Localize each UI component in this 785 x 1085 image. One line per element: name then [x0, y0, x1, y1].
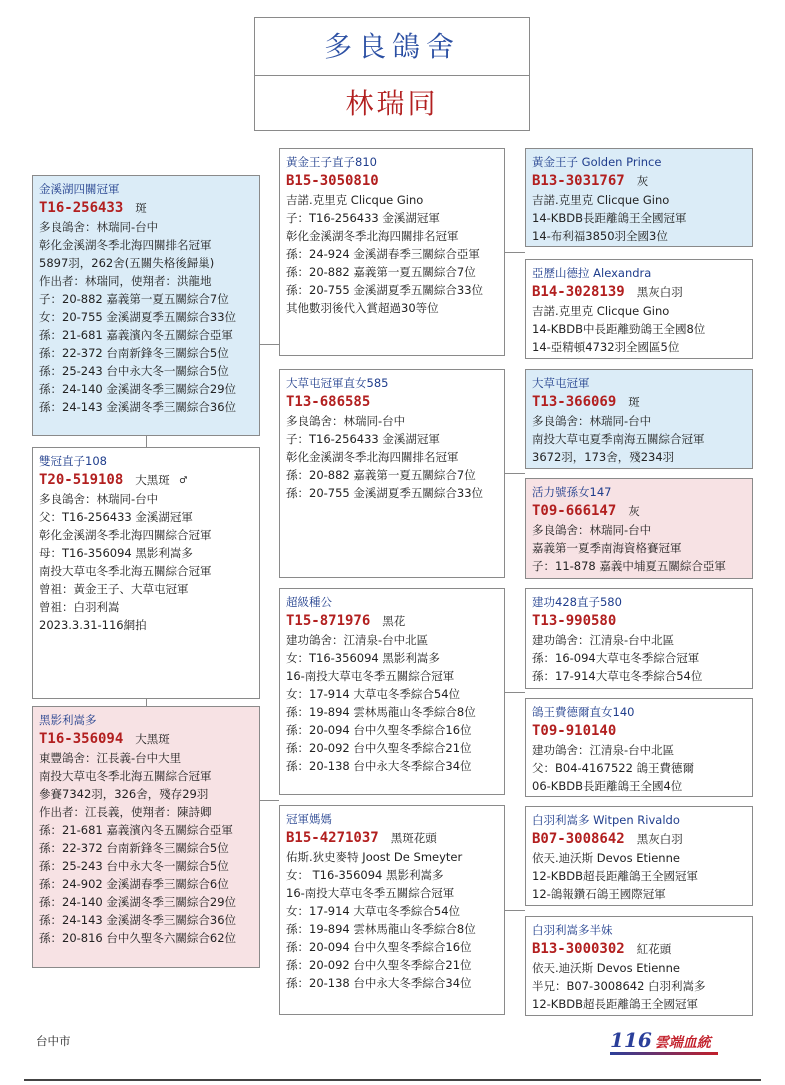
pigeon-name: 白羽利嵩多 Witpen Rivaldo [532, 813, 680, 827]
detail-line: 3672羽，173舍，殘234羽 [532, 450, 675, 464]
pigeon-name: 活力號孫女147 [532, 485, 612, 499]
detail-line: 5897羽，262舍(五關失格後歸巢) [39, 256, 215, 270]
pigeon-name: 大草屯冠軍直女585 [286, 376, 389, 390]
ring-number [532, 939, 746, 959]
detail-line: 父：B04-4167522 鴿王費德爾 [532, 761, 695, 775]
detail-line: 孫：21-681 嘉義濱內冬五關綜合亞軍 [39, 823, 233, 837]
pigeon-name: 黑影利嵩多 [39, 713, 97, 727]
detail-line: 12-鴿報鑽石鴿王國際冠軍 [532, 887, 666, 901]
feather-color: 黑灰白羽 [636, 285, 683, 299]
detail-line: 多良鴿舍：林瑞同-台中 [286, 414, 406, 428]
connector-subject-dam [146, 699, 147, 706]
detail-line: 母：T16-356094 黑影利嵩多 [39, 546, 193, 560]
ring-number [286, 392, 498, 412]
ring-number [286, 611, 498, 631]
detail-line: 多良鴿舍：林瑞同-台中 [39, 220, 159, 234]
subject-card [32, 447, 260, 699]
ring-number [39, 198, 253, 218]
detail-line: 06-KBDB長距離鴿王全國4位 [532, 779, 683, 793]
ring-number [286, 828, 498, 848]
detail-line: 孫：20-755 金溪湖夏季五關綜合33位 [286, 283, 484, 297]
detail-line: 孫：24-924 金溪湖春季三關綜合亞軍 [286, 247, 480, 261]
sire-card [32, 175, 260, 436]
detail-line: 女：17-914 大草屯冬季綜合54位 [286, 904, 461, 918]
granddam-paternal-card [279, 369, 505, 578]
detail-line: 孫：20-816 台中久聖冬六關綜合62位 [39, 931, 237, 945]
detail-line: 孫：19-894 雲林馬龍山冬季綜合8位 [286, 922, 476, 936]
pigeon-name: 鴿王費德爾直女140 [532, 705, 635, 719]
detail-line: 女： T16-356094 黑影利嵩多 [286, 868, 444, 882]
pigeon-name: 超級種公 [286, 595, 332, 609]
detail-line: 14-KBDB中長距離勁鴿王全國8位 [532, 322, 706, 336]
ring-code: B13-3031767 [532, 173, 625, 189]
detail-line: 多良鴿舍：林瑞同-台中 [39, 492, 159, 506]
great-grandparent-8-card [525, 916, 753, 1016]
pigeon-name: 雙冠直子108 [39, 454, 107, 468]
logo-text: 雲端血統 [654, 1035, 711, 1051]
detail-line: 孫：20-092 台中久聖冬季綜合21位 [286, 741, 472, 755]
ring-code: B15-4271037 [286, 830, 379, 846]
feather-color: 灰 [636, 174, 649, 188]
ring-code: T09-910140 [532, 723, 617, 739]
owner-name: 林瑞同 [345, 87, 439, 120]
detail-line: 孫：17-914大草屯冬季綜合54位 [532, 669, 703, 683]
feather-color: 黑花 [382, 614, 406, 628]
detail-line: 彰化金溪湖冬季北海四關排名冠軍 [39, 238, 212, 252]
pigeon-name: 大草屯冠軍 [532, 376, 590, 390]
detail-line: 孫：20-755 金溪湖夏季五關綜合33位 [286, 486, 484, 500]
logo [610, 1028, 720, 1056]
detail-line: 吉諾.克里克 Clicque Gino [532, 304, 670, 318]
pigeon-name: 建功428直子580 [532, 595, 622, 609]
connector-gp3-ggp [505, 692, 525, 693]
detail-line: 孫：25-243 台中永大冬一關綜合5位 [39, 364, 229, 378]
connector-dam-grandparents [260, 800, 279, 801]
sex-symbol: ♂ [179, 473, 188, 487]
ring-code: T15-871976 [286, 613, 371, 629]
pedigree-header [254, 17, 530, 131]
detail-line: 嘉義第一夏季南海資格賽冠軍 [532, 541, 682, 555]
ring-code: T16-356094 [39, 731, 124, 747]
connector-sire-subject [146, 436, 147, 447]
detail-line: 曾祖：白羽利嵩 [39, 600, 120, 614]
logo-underline [610, 1052, 718, 1055]
loft-name: 多良鴿舍 [255, 18, 529, 76]
feather-color: 黑灰白羽 [636, 832, 683, 846]
detail-line: 孫：20-882 嘉義第一夏五關綜合7位 [286, 468, 476, 482]
dam-card [32, 706, 260, 968]
detail-line: 14-布利福3850羽全國3位 [532, 229, 668, 243]
connector-gp4-ggp [505, 910, 525, 911]
detail-line: 孫：20-092 台中久聖冬季綜合21位 [286, 958, 472, 972]
detail-line: 佑斯.狄史麥特 Joost De Smeyter [286, 850, 463, 864]
detail-line: 南投大草屯冬季北海五關綜合冠軍 [39, 564, 212, 578]
ring-number [286, 171, 498, 191]
great-grandparent-5-card [525, 588, 753, 689]
ring-code: B15-3050810 [286, 173, 379, 189]
pigeon-name: 黃金王子 Golden Prince [532, 155, 662, 169]
ring-code: B14-3028139 [532, 284, 625, 300]
detail-line: 彰化金溪湖冬季北海四關排名冠軍 [286, 450, 459, 464]
pigeon-name: 亞歷山德拉 Alexandra [532, 266, 652, 280]
ring-code: T16-256433 [39, 200, 124, 216]
feather-color: 斑 [135, 201, 147, 215]
detail-line: 女：T16-356094 黑影利嵩多 [286, 651, 440, 665]
feather-color: 灰 [628, 504, 640, 518]
detail-line: 子：20-882 嘉義第一夏五關綜合7位 [39, 292, 229, 306]
detail-line: 孫：20-094 台中久聖冬季綜合16位 [286, 940, 472, 954]
connector-sire-grandparents [260, 344, 279, 345]
feather-color: 大黑斑 [135, 732, 170, 746]
detail-line: 依天.迪沃斯 Devos Etienne [532, 961, 680, 975]
ring-code: B13-3000302 [532, 941, 625, 957]
detail-line: 孫：22-372 台南新鋒冬三關綜合5位 [39, 841, 229, 855]
detail-line: 南投大草屯夏季南海五關綜合冠軍 [532, 432, 705, 446]
detail-line: 作出者：林瑞同，使翔者：洪龍地 [39, 274, 212, 288]
detail-line: 女：20-755 金溪湖夏季五關綜合33位 [39, 310, 237, 324]
ring-code: B07-3008642 [532, 831, 625, 847]
ring-code: T09-666147 [532, 503, 617, 519]
detail-line: 孫：20-882 嘉義第一夏五關綜合7位 [286, 265, 476, 279]
pigeon-name: 白羽利嵩多半妹 [532, 923, 613, 937]
detail-line: 孫：21-681 嘉義濱內冬五關綜合亞軍 [39, 328, 233, 342]
detail-line: 吉諾.克里克 Clicque Gino [532, 193, 670, 207]
granddam-maternal-card [279, 805, 505, 1015]
feather-color: 斑 [628, 395, 640, 409]
pigeon-name: 金溪湖四關冠軍 [39, 182, 120, 196]
detail-line: 曾祖：黃金王子、大草屯冠軍 [39, 582, 189, 596]
detail-line: 彰化金溪湖冬季北海四關綜合冠軍 [39, 528, 212, 542]
great-grandparent-2-card [525, 259, 753, 359]
detail-line: 參賽7342羽，326舍，殘存29羽 [39, 787, 209, 801]
detail-line: 南投大草屯冬季北海五關綜合冠軍 [39, 769, 212, 783]
connector-gp1-ggp [505, 252, 525, 253]
ring-number [39, 729, 253, 749]
detail-line: 孫：24-143 金溪湖冬季三關綜合36位 [39, 913, 237, 927]
ring-code: T13-686585 [286, 394, 371, 410]
detail-line: 作出者：江長義，使翔者：陳詩卿 [39, 805, 212, 819]
grandsire-paternal-card [279, 148, 505, 356]
ring-code: T13-366069 [532, 394, 617, 410]
great-grandparent-7-card [525, 806, 753, 906]
detail-line: 孫：25-243 台中永大冬一關綜合5位 [39, 859, 229, 873]
detail-line: 孫：20-138 台中永大冬季綜合34位 [286, 976, 472, 990]
detail-line: 建功鴿舍：江清泉-台中北區 [532, 743, 675, 757]
ring-number [532, 611, 746, 631]
detail-line: 孫：24-143 金溪湖冬季三關綜合36位 [39, 400, 237, 414]
ring-number [532, 392, 746, 412]
detail-line: 16-南投大草屯冬季五關綜合冠軍 [286, 669, 455, 683]
ring-number [532, 829, 746, 849]
detail-line: 12-KBDB超長距離鴿王全國冠軍 [532, 997, 698, 1011]
feather-color: 紅花頭 [636, 942, 672, 956]
detail-line: 孫：24-140 金溪湖冬季三關綜合29位 [39, 895, 237, 909]
ring-code: T13-990580 [532, 613, 617, 629]
detail-line: 16-南投大草屯冬季五關綜合冠軍 [286, 886, 455, 900]
detail-line: 14-KBDB長距離鴿王全國冠軍 [532, 211, 687, 225]
detail-line: 孫：16-094大草屯冬季綜合冠軍 [532, 651, 700, 665]
ring-number [39, 470, 253, 490]
connector-gp2-ggp [505, 473, 525, 474]
detail-line: 彰化金溪湖冬季北海四關排名冠軍 [286, 229, 459, 243]
detail-line: 多良鴿舍：林瑞同-台中 [532, 523, 652, 537]
detail-line: 孫：19-894 雲林馬龍山冬季綜合8位 [286, 705, 476, 719]
detail-line: 孫：24-902 金溪湖春季三關綜合6位 [39, 877, 229, 891]
detail-line: 孫：22-372 台南新鋒冬三關綜合5位 [39, 346, 229, 360]
detail-line: 依天.迪沃斯 Devos Etienne [532, 851, 680, 865]
detail-line: 12-KBDB超長距離鴿王全國冠軍 [532, 869, 698, 883]
feather-color: 大黑斑 [135, 473, 170, 487]
great-grandparent-1-card [525, 148, 753, 247]
detail-line: 建功鴿舍：江清泉-台中北區 [286, 633, 429, 647]
detail-line: 吉諾.克里克 Clicque Gino [286, 193, 424, 207]
pigeon-name: 黃金王子直子810 [286, 155, 377, 169]
footer-city: 台中市 [36, 1034, 71, 1048]
ring-code: T20-519108 [39, 472, 124, 488]
detail-line: 子：T16-256433 金溪湖冠軍 [286, 432, 440, 446]
feather-color: 黑斑花頭 [390, 831, 437, 845]
page-bottom-rule [24, 1079, 761, 1081]
grandsire-maternal-card [279, 588, 505, 795]
detail-line: 孫：20-094 台中久聖冬季綜合16位 [286, 723, 472, 737]
detail-line: 半兄：B07-3008642 白羽利嵩多 [532, 979, 706, 993]
detail-line: 多良鴿舍：林瑞同-台中 [532, 414, 652, 428]
detail-line: 子：11-878 嘉義中埔夏五關綜合亞軍 [532, 559, 726, 573]
great-grandparent-3-card [525, 369, 753, 469]
detail-line: 女：17-914 大草屯冬季綜合54位 [286, 687, 461, 701]
detail-line: 孫：24-140 金溪湖冬季三關綜合29位 [39, 382, 237, 396]
detail-line: 孫：20-138 台中永大冬季綜合34位 [286, 759, 472, 773]
great-grandparent-4-card [525, 478, 753, 579]
pigeon-name: 冠軍媽媽 [286, 812, 332, 826]
great-grandparent-6-card [525, 698, 753, 797]
detail-line: 東豐鴿舍：江長義-台中大里 [39, 751, 182, 765]
detail-line: 父：T16-256433 金溪湖冠軍 [39, 510, 193, 524]
logo-number: 116 [610, 1028, 652, 1052]
ring-number [532, 171, 746, 191]
ring-number [532, 501, 746, 521]
detail-line: 14-亞精頓4732羽全國區5位 [532, 340, 680, 354]
detail-line: 2023.3.31-116網拍 [39, 618, 147, 632]
detail-line: 子：T16-256433 金溪湖冠軍 [286, 211, 440, 225]
ring-number [532, 721, 746, 741]
detail-line: 其他數羽後代入賞超過30等位 [286, 301, 439, 315]
ring-number [532, 282, 746, 302]
detail-line: 建功鴿舍：江清泉-台中北區 [532, 633, 675, 647]
